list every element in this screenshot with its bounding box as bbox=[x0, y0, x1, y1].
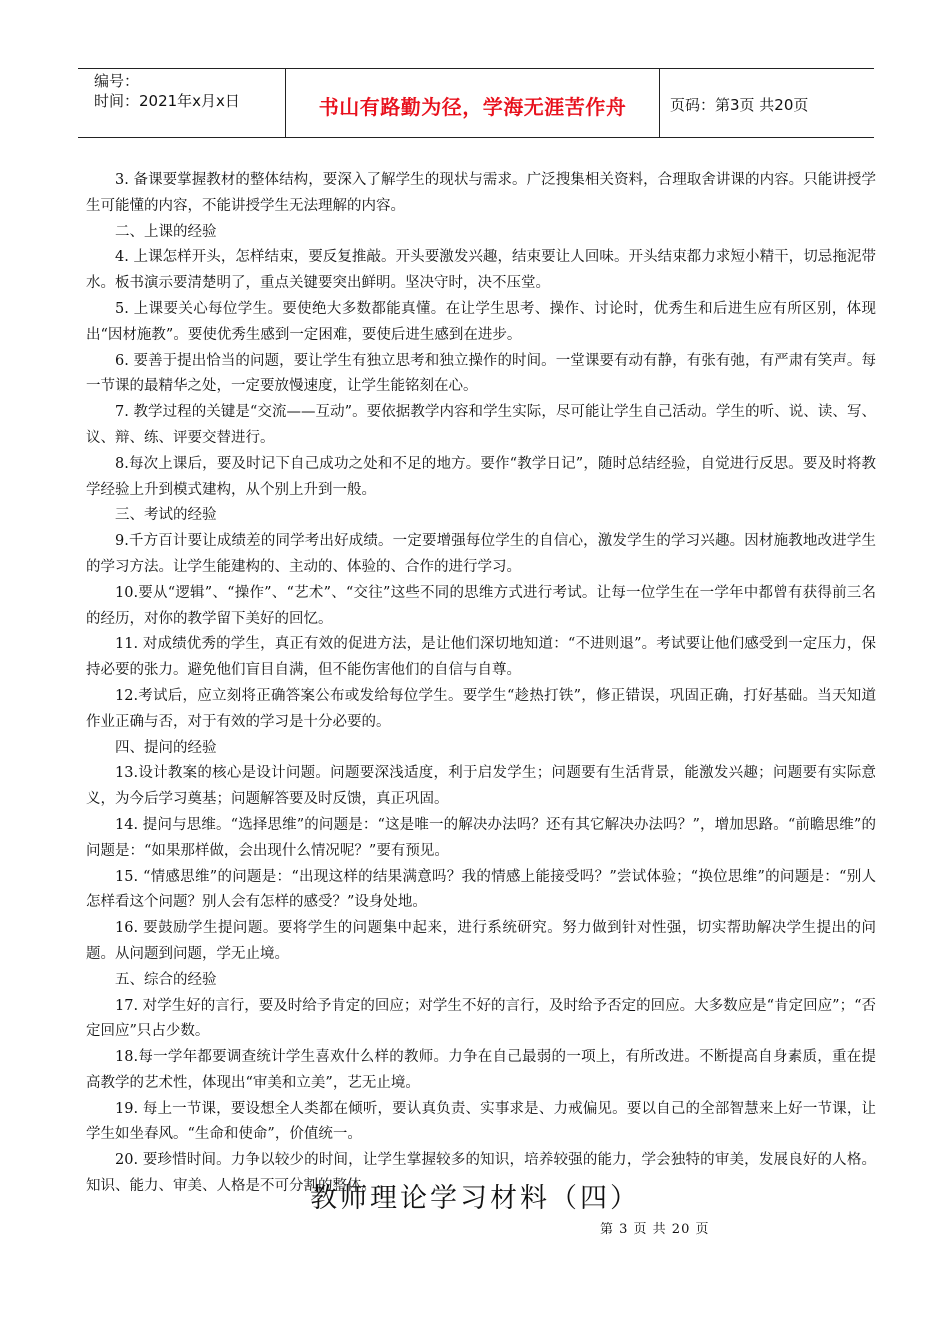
paragraph: 8.每次上课后，要及时记下自己成功之处和不足的地方。要作“教学日记”，随时总结经验，自觉进行反思。要及时将教学经验上升到模式建构，从个别上升到一般。 bbox=[86, 455, 876, 498]
paragraph: 9.千方百计要让成绩差的同学考出好成绩。一定要增强每位学生的自信心，激发学生的学习兴趣。因材施教地改进学生的学习方法。让学生能建构的、主动的、体验的、合作的进行学习。 bbox=[86, 533, 876, 575]
paragraph: 14. 提问与思维。“选择思维”的问题是：“这是唯一的解决办法吗？还有其它解决办法吗？”，增加思路。“前瞻思维”的问题是：“如果那样做，会出现什么情况呢？”要有预见。 bbox=[86, 816, 876, 859]
paragraph: 5. 上课要关心每位学生。要使绝大多数都能真懂。在让学生思考、操作、讨论时，优秀生和后进生应有所区别，体现出“因材施教”。要使优秀生感到一定困难，要使后进生感到在进步。 bbox=[86, 300, 876, 343]
paragraph: 17. 对学生好的言行，要及时给予肯定的回应；对学生不好的言行，及时给予否定的回应。大多数应是“肯定回应”；“否定回应”只占少数。 bbox=[86, 997, 876, 1040]
number-label: 编号： bbox=[94, 72, 140, 90]
section-heading: 五、综合的经验 bbox=[115, 971, 217, 988]
header-page-label: 页码：第3页 共20页 bbox=[670, 95, 809, 114]
document-body bbox=[86, 168, 876, 1200]
paragraph: 10.要从“逻辑”、“操作”、“艺术”、“交往”这些不同的思维方式进行考试。让每一位学生在一学年中都曾有获得前三名的经历，对你的教学留下美好的回忆。 bbox=[86, 584, 876, 627]
time-label: 时间：2021年x月x日 bbox=[94, 92, 240, 110]
paragraph: 18.每一学年都要调查统计学生喜欢什么样的教师。力争在自己最弱的一项上，有所改进。不断提高自身素质，重在提高教学的艺术性，体现出“审美和立美”，艺无止境。 bbox=[86, 1049, 876, 1091]
page-header bbox=[78, 68, 874, 138]
section-heading: 二、上课的经验 bbox=[115, 223, 217, 240]
section-heading: 四、提问的经验 bbox=[115, 739, 217, 756]
paragraph: 13.设计教案的核心是设计问题。问题要深浅适度，利于启发学生；问题要有生活背景，能激发兴趣；问题要有实际意义，为今后学习奠基；问题解答要及时反馈，真正巩固。 bbox=[86, 765, 876, 808]
paragraph: 15. “情感思维”的问题是：“出现这样的结果满意吗？我的情感上能接受吗？”尝试体验；“换位思维”的问题是：“别人怎样看这个问题？别人会有怎样的感受？”设身处地。 bbox=[86, 868, 876, 911]
header-motto: 书山有路勤为径，学海无涯苦作舟 bbox=[286, 69, 660, 137]
paragraph: 6. 要善于提出恰当的问题，要让学生有独立思考和独立操作的时间。一堂课要有动有静，有张有弛，有严肃有笑声。每一节课的最精华之处，一定要放慢速度，让学生能铭刻在心。 bbox=[86, 352, 876, 395]
header-meta bbox=[78, 69, 286, 137]
paragraph: 16. 要鼓励学生提问题。要将学生的问题集中起来，进行系统研究。努力做到针对性强，切实帮助解决学生提出的问题。从问题到问题，学无止境。 bbox=[86, 920, 876, 962]
paragraph: 20. 要珍惜时间。力争以较少的时间，让学生掌握较多的知识，培养较强的能力，学会独特的审美，发展良好的人格。知识、能力、审美、人格是不可分割的整体。 bbox=[86, 1152, 876, 1195]
paragraph: 3. 备课要掌握教材的整体结构，要深入了解学生的现状与需求。广泛搜集相关资料，合理取舍讲课的内容。只能讲授学生可能懂的内容，不能讲授学生无法理解的内容。 bbox=[86, 172, 876, 214]
section-title: 教师理论学习材料（四） bbox=[310, 1183, 640, 1214]
paragraph: 4. 上课怎样开头，怎样结束，要反复推敲。开头要激发兴趣，结束要让人回味。开头结束都力求短小精干，切忌拖泥带水。板书演示要清楚明了，重点关键要突出鲜明。坚决守时，决不压堂。 bbox=[86, 249, 876, 292]
page-footer: 第 3 页 共 20 页 bbox=[600, 1222, 710, 1237]
section-heading: 三、考试的经验 bbox=[115, 507, 217, 524]
paragraph: 11. 对成绩优秀的学生，真正有效的促进方法，是让他们深切地知道：“不进则退”。考试要让他们感受到一定压力，保持必要的张力。避免他们盲目自满，但不能伤害他们的自信与自尊。 bbox=[86, 636, 876, 679]
paragraph: 19. 每上一节课，要设想全人类都在倾听，要认真负责、实事求是、力戒偏见。要以自己的全部智慧来上好一节课，让学生如坐春风。“生命和使命”，价值统一。 bbox=[86, 1100, 876, 1143]
paragraph: 7. 教学过程的关键是“交流——互动”。要依据教学内容和学生实际，尽可能让学生自己活动。学生的听、说、读、写、议、辩、练、评要交替进行。 bbox=[86, 404, 876, 446]
paragraph: 12.考试后，应立刻将正确答案公布或发给每位学生。要学生“趁热打铁”，修正错误，巩固正确，打好基础。当天知道作业正确与否，对于有效的学习是十分必要的。 bbox=[86, 687, 876, 730]
